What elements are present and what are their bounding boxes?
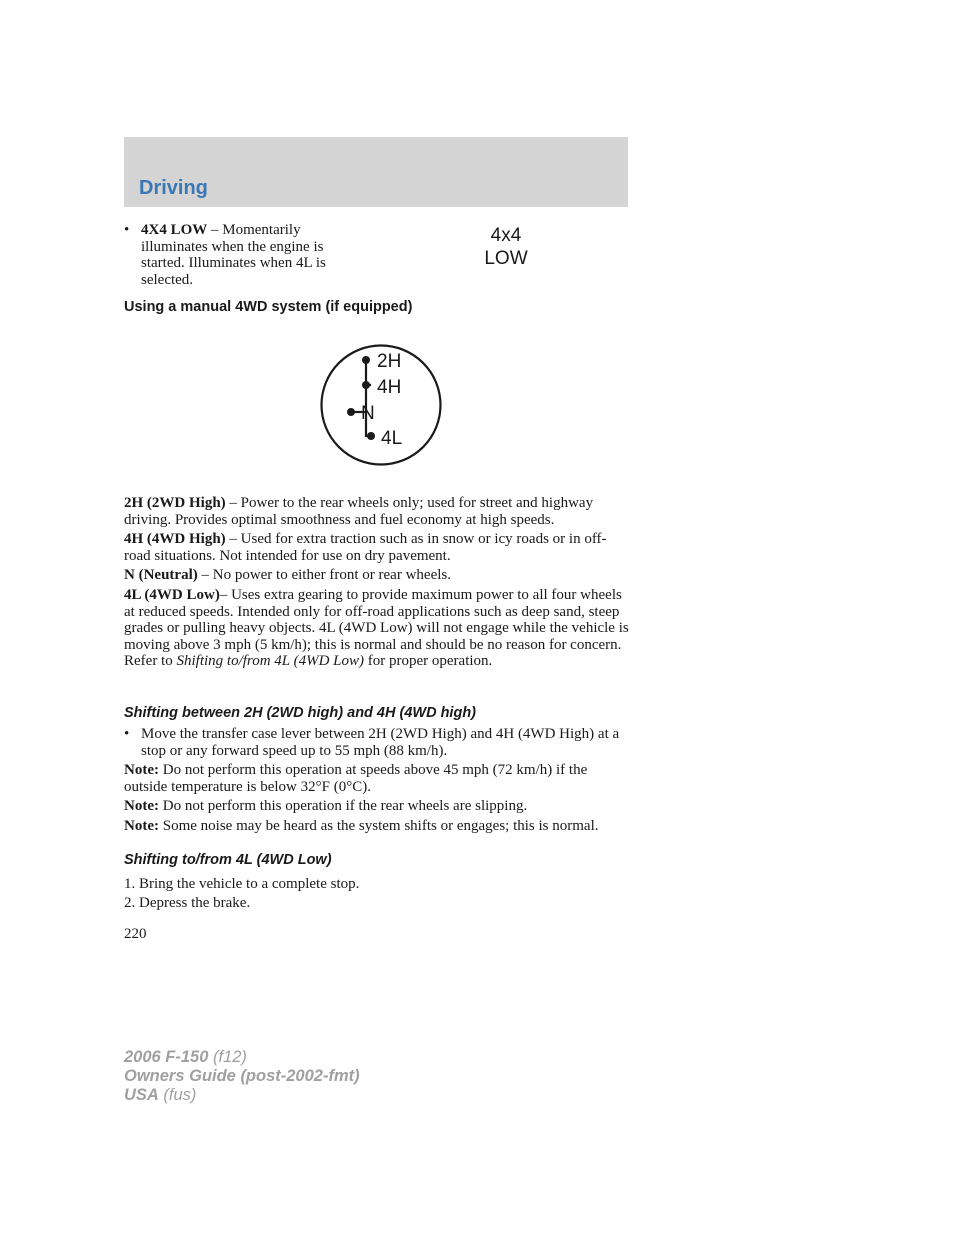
indicator-line-2: LOW	[484, 248, 528, 269]
label-4h: 4H	[377, 377, 402, 398]
shift-4l-steps	[124, 876, 629, 911]
bullet-text: Move the transfer case lever between 2H (2WD High) and 4H (4WD High) at a stop or any forward speed up to 55 mph (88 km/h).	[141, 726, 620, 759]
mode-text-tail: for proper operation.	[364, 653, 493, 670]
footer-region: USA	[124, 1086, 159, 1104]
note-text: Do not perform this operation if the rear wheels are slipping.	[158, 798, 528, 815]
bullet-icon: •	[124, 222, 130, 238]
position-dot-4h	[362, 381, 370, 389]
position-dot-2h	[362, 356, 370, 364]
footer-guide: Owners Guide (post-2002-fmt)	[124, 1067, 360, 1085]
section-heading-2h-4h: Shifting between 2H (2WD high) and 4H (4WD high)	[124, 705, 477, 721]
mode-descriptions	[124, 495, 629, 673]
bullet-description: – Momentarily illuminates when the engine is started. Illuminates when 4L is selected.	[141, 222, 326, 288]
mode-text: – Used for extra traction such as in snow or icy roads or in off-road situations. Not intended for use on dry pavement.	[124, 531, 607, 564]
footer-model: 2006 F-150	[124, 1048, 209, 1066]
section-header-band	[124, 137, 628, 207]
indicator-line-1: 4x4	[490, 225, 522, 246]
mode-4h	[124, 531, 629, 564]
section-title: Driving	[139, 177, 208, 199]
cross-reference: Shifting to/from 4L (4WD Low)	[176, 653, 365, 670]
note-text: Do not perform this operation at speeds above 45 mph (72 km/h) if the outside temperature is below 32°F (0°C).	[124, 762, 588, 795]
footer-region-code: (fus)	[158, 1086, 197, 1104]
bullet-term: 4X4 LOW	[141, 222, 208, 238]
indicator-bullet	[124, 222, 364, 288]
note	[124, 762, 629, 795]
mode-term: 4H (4WD High)	[124, 531, 226, 548]
mode-term: N (Neutral)	[124, 567, 198, 584]
note-label: Note:	[124, 762, 159, 779]
note-text: Some noise may be heard as the system shifts or engages; this is normal.	[158, 817, 599, 834]
label-n: N	[361, 403, 375, 424]
note	[124, 798, 629, 815]
note	[124, 818, 629, 835]
note-label: Note:	[124, 798, 159, 815]
footer-line-2	[124, 1067, 360, 1086]
label-4l: 4L	[381, 428, 403, 449]
mode-term: 4L (4WD Low)	[124, 586, 220, 603]
list-item: 1. Bring the vehicle to a complete stop.	[124, 876, 360, 892]
mode-term: 2H (2WD High)	[124, 495, 226, 511]
mode-text: – No power to either front or rear wheels.	[197, 567, 451, 584]
position-dot-n	[347, 408, 355, 416]
mode-2h	[124, 495, 629, 528]
bullet-text	[141, 222, 364, 288]
mode-text: – Uses extra gearing to provide maximum power to all four wheels at reduced speeds. Intended only for off-road applications such as deep sand, steep grades or pulling heavy objects. 4L (4WD Low) will not engage while the vehicle is moving above 3 mph (5 km/h); this is normal and should be no reason for concern. Refer to	[124, 586, 629, 670]
list-item: 2. Depress the brake.	[124, 894, 251, 911]
bullet-icon: •	[124, 726, 130, 742]
shift-gate-line	[366, 360, 371, 436]
mode-text: – Power to the rear wheels only; used for street and highway driving. Provides optimal smoothness and fuel economy at high speeds.	[124, 495, 594, 528]
document-footer	[124, 1048, 360, 1105]
list-item	[124, 726, 629, 759]
shift-pattern-diagram	[320, 343, 444, 467]
mode-n	[124, 567, 629, 584]
footer-line-3	[124, 1086, 360, 1105]
shift-2h-4h-content	[124, 726, 629, 838]
footer-code: (f12)	[208, 1048, 247, 1066]
page-number: 220	[124, 926, 147, 942]
footer-line-1	[124, 1048, 360, 1067]
section-heading-manual-4wd: Using a manual 4WD system (if equipped)	[124, 299, 413, 315]
label-2h: 2H	[377, 351, 402, 372]
note-label: Note:	[124, 817, 159, 834]
section-heading-4l: Shifting to/from 4L (4WD Low)	[124, 852, 332, 868]
position-dot-4l	[367, 432, 375, 440]
mode-4l	[124, 587, 629, 670]
4x4-low-indicator-icon	[476, 224, 536, 270]
